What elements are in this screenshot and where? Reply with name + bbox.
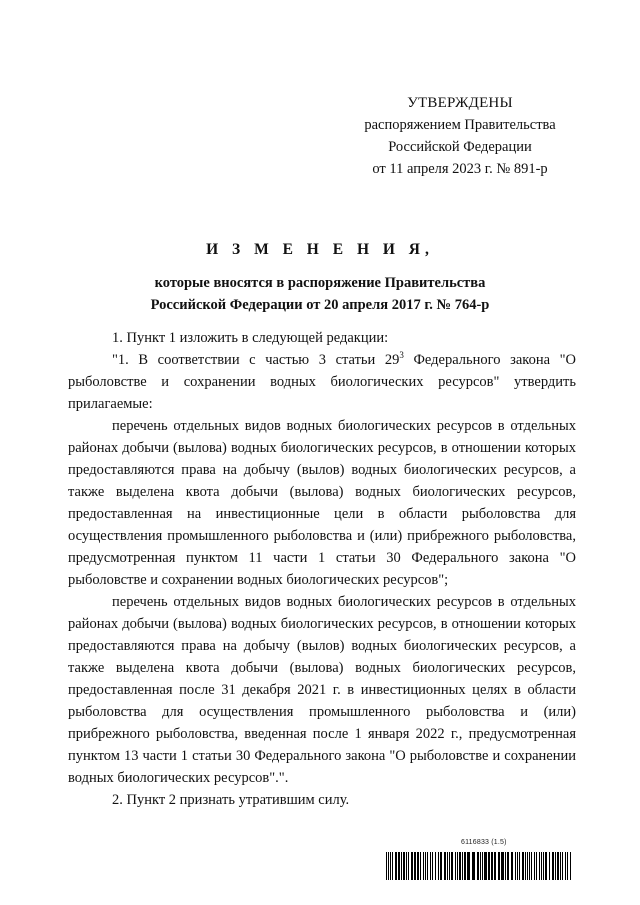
approval-title: УТВЕРЖДЕНЫ [407, 95, 513, 111]
paragraph-new-wording [68, 349, 576, 415]
document-heading [64, 239, 576, 316]
paragraph-list-1: перечень отдельных видов водных биологических ресурсов в отдельных районах добычи (вылова) водных биологических ресурсов, в отношении которых предоставляются права на добычу (вылов) водных биологических ресурсов, а также выделена квота добычи (вылова) водных биологических ресурсов, предоставленная на инвестиционные цели в области рыболовства для осуществления промышленного рыболовства и (или) прибрежного рыболовства, предусмотренная пунктом 11 части 1 статьи 30 Федерального закона "О рыболовстве и сохранении водных биологических ресурсов"; [68, 418, 576, 588]
approval-line-government: Российской Федерации [388, 139, 532, 155]
approval-line-date-number: от 11 апреля 2023 г. № 891-р [372, 161, 548, 177]
barcode-icon [386, 852, 572, 880]
approval-line-order: распоряжением Правительства [364, 117, 556, 133]
subtitle-line-2: Российской Федерации от 20 апреля 2017 г. № 764-р [150, 297, 490, 313]
document-subtitle [64, 272, 576, 316]
document-title: И З М Е Н Е Н И Я, [206, 241, 434, 258]
document-code: 6116833 (1.5) [461, 839, 507, 846]
paragraph-point-2: 2. Пункт 2 признать утратившим силу. [112, 792, 350, 808]
subtitle-line-1: которые вносятся в распоряжение Правительства [154, 275, 486, 291]
document-body [68, 327, 576, 811]
paragraph-list-2: перечень отдельных видов водных биологических ресурсов в отдельных районах добычи (вылова) водных биологических ресурсов, в отношении которых предоставляются права на добычу (вылов) водных биологических ресурсов, а также выделена квота добычи (вылова) водных биологических ресурсов, предоставленная после 31 декабря 2021 г. в инвестиционных целях в области рыболовства для осуществления промышленного рыболовства и (или) прибрежного рыболовства, введенная после 1 января 2022 г., предусмотренная пунктом 13 части 1 статьи 30 Федерального закона "О рыболовстве и сохранении водных биологических ресурсов".". [68, 594, 576, 786]
paragraph-point-1: 1. Пункт 1 изложить в следующей редакции: [112, 330, 389, 346]
approval-block [340, 92, 580, 180]
paragraph-new-wording-start: "1. В соответствии с частью 3 статьи 29 [112, 352, 400, 368]
paragraph-new-wording-end: Федерального закона "О рыболовстве и сохранении водных биологических ресурсов" утвердить прилагаемые: [68, 352, 576, 412]
article-superscript: 3 [399, 350, 404, 360]
